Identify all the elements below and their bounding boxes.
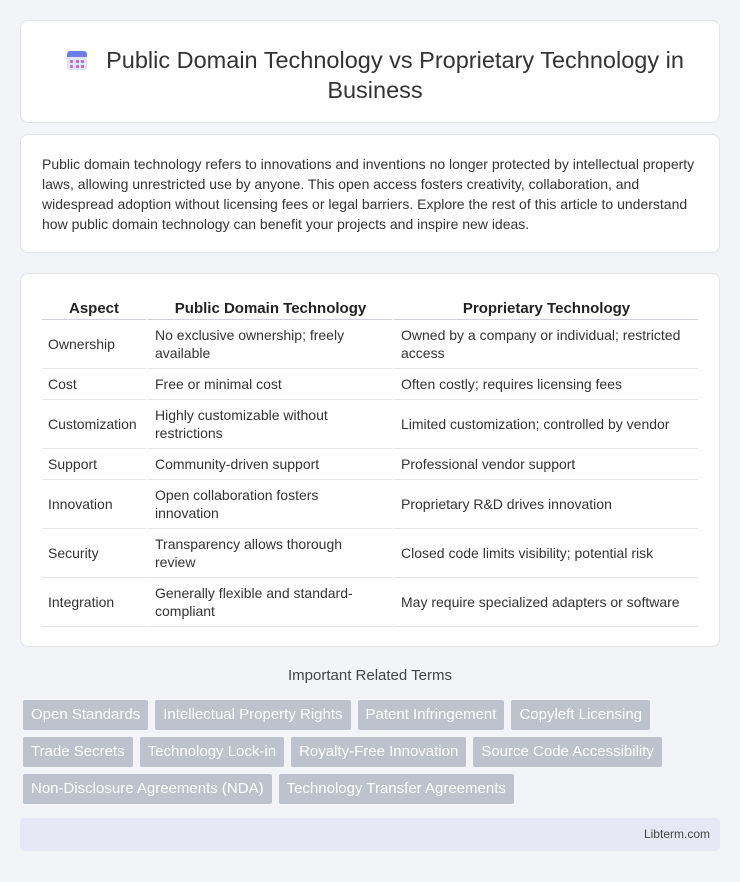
related-term-tag[interactable]: Patent Infringement xyxy=(358,700,505,730)
cell-public-domain: Highly customizable without restrictions xyxy=(146,400,392,449)
header-aspect: Aspect xyxy=(42,296,146,320)
calendar-icon xyxy=(66,49,88,71)
intro-paragraph: Public domain technology refers to innovations and inventions no longer protected by intellectual property laws, allowing unrestricted use by anyone. This open access fosters creativity, collaboration, and widespread adoption without licensing fees or legal barriers. Explore the rest of this article to understand how public domain technology can benefit your projects and inspire new ideas. xyxy=(42,156,695,232)
cell-aspect: Customization xyxy=(42,400,146,449)
cell-public-domain: Community-driven support xyxy=(146,449,392,480)
related-term-tag[interactable]: Source Code Accessibility xyxy=(473,737,662,767)
related-term-tag[interactable]: Technology Lock-in xyxy=(140,737,284,767)
cell-proprietary: Limited customization; controlled by vendor xyxy=(392,400,698,449)
cell-aspect: Innovation xyxy=(42,480,146,529)
cell-public-domain: Transparency allows thorough review xyxy=(146,529,392,578)
cell-proprietary: Closed code limits visibility; potential risk xyxy=(392,529,698,578)
page-title: Public Domain Technology vs Proprietary Technology in Business xyxy=(106,47,684,103)
cell-aspect: Security xyxy=(42,529,146,578)
table-row xyxy=(42,480,698,529)
cell-proprietary: Professional vendor support xyxy=(392,449,698,480)
table-row xyxy=(42,369,698,400)
cell-proprietary: Often costly; requires licensing fees xyxy=(392,369,698,400)
cell-aspect: Integration xyxy=(42,578,146,627)
related-term-tag[interactable]: Open Standards xyxy=(23,700,148,730)
cell-public-domain: Open collaboration fosters innovation xyxy=(146,480,392,529)
tag-row xyxy=(23,737,723,767)
comparison-table-card xyxy=(20,273,720,647)
table-row xyxy=(42,320,698,369)
cell-public-domain: Generally flexible and standard-compliant xyxy=(146,578,392,627)
related-term-tag[interactable]: Royalty-Free Innovation xyxy=(291,737,466,767)
tag-row xyxy=(23,774,723,804)
related-term-tag[interactable]: Trade Secrets xyxy=(23,737,133,767)
intro-card xyxy=(20,134,720,253)
footer-site[interactable]: Libterm.com xyxy=(643,827,710,841)
related-term-tag[interactable]: Copyleft Licensing xyxy=(511,700,650,730)
cell-public-domain: No exclusive ownership; freely available xyxy=(146,320,392,369)
related-term-tag[interactable]: Intellectual Property Rights xyxy=(155,700,350,730)
comparison-table xyxy=(42,296,698,627)
header-proprietary: Proprietary Technology xyxy=(392,296,698,320)
cell-aspect: Cost xyxy=(42,369,146,400)
related-terms-title: Important Related Terms xyxy=(288,667,452,684)
cell-proprietary: May require specialized adapters or software xyxy=(392,578,698,627)
table-row xyxy=(42,400,698,449)
related-term-tag[interactable]: Non-Disclosure Agreements (NDA) xyxy=(23,774,272,804)
cell-aspect: Support xyxy=(42,449,146,480)
header-public-domain: Public Domain Technology xyxy=(146,296,392,320)
table-row xyxy=(42,449,698,480)
tag-row xyxy=(23,700,723,730)
table-row xyxy=(42,529,698,578)
cell-aspect: Ownership xyxy=(42,320,146,369)
title-card xyxy=(20,20,720,123)
related-terms-list xyxy=(23,700,723,811)
cell-public-domain: Free or minimal cost xyxy=(146,369,392,400)
cell-proprietary: Proprietary R&D drives innovation xyxy=(392,480,698,529)
footer xyxy=(20,818,720,851)
table-header-row xyxy=(42,296,698,320)
table-row xyxy=(42,578,698,627)
related-term-tag[interactable]: Technology Transfer Agreements xyxy=(279,774,514,804)
page-title-wrap xyxy=(51,45,699,105)
cell-proprietary: Owned by a company or individual; restricted access xyxy=(392,320,698,369)
